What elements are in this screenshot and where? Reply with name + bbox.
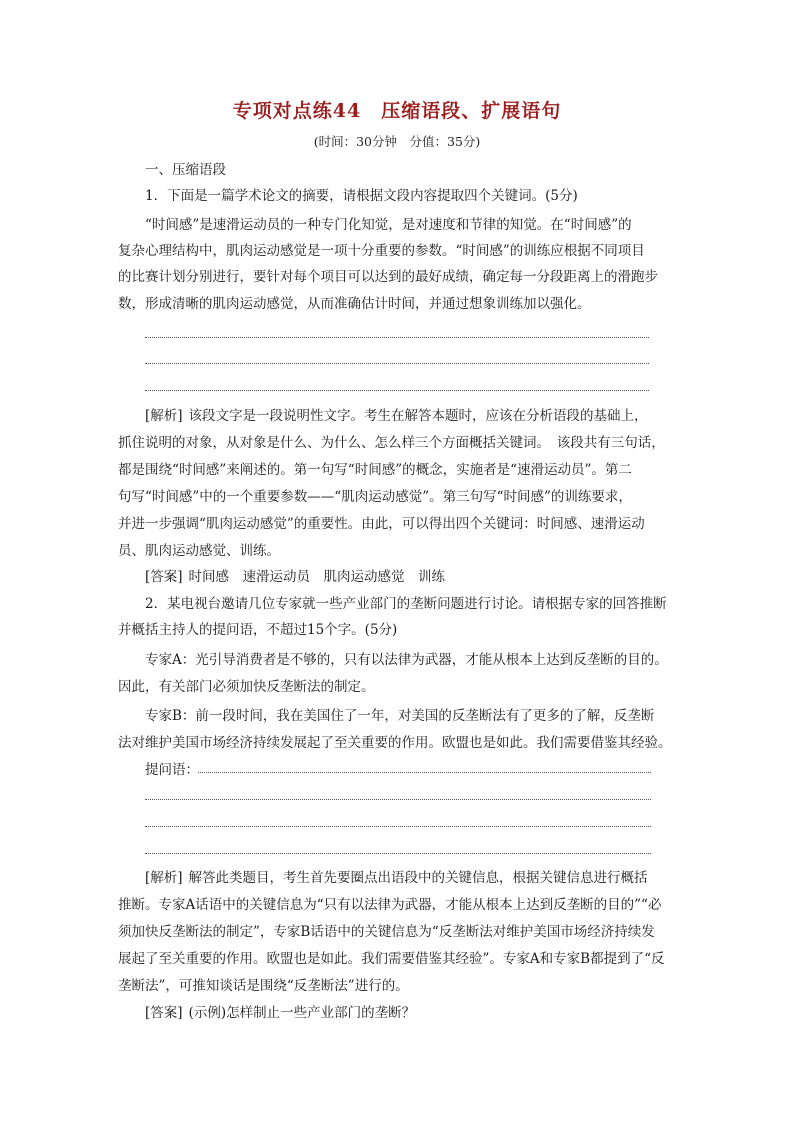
answer-tag: [答案] [145,1005,183,1021]
answer-blank-line[interactable] [198,772,651,773]
analysis-tag: [解析] [145,408,183,424]
q1-analysis-line: 抓住说明的对象，从对象是什么、为什么、怎么样三个方面概括关键词。 该段共有三句话， [118,435,665,451]
answer-tag: [答案] [145,569,183,585]
q1-prompt: 1．下面是一篇学术论文的摘要，请根据文段内容提取四个关键词。(5分) [145,188,578,204]
q2-answer-line [145,1003,415,1023]
q2-analysis-line: 推断。专家A话语中的关键信息为“只有以法律为武器，才能从根本上达到反垄断的目的”“必 [118,897,662,913]
q1-passage-line: “时间感”是速滑运动员的一种专门化知觉，是对速度和节律的知觉。在“时间感”的 [145,217,632,233]
q1-analysis-line: 并进一步强调“肌肉运动感觉”的重要性。由此，可以得出四个关键词：时间感、速滑运动 [118,516,645,532]
q1-answer-line [145,567,445,587]
q2-expert-a-line: 专家A：光引导消费者是不够的，只有以法律为武器，才能从根本上达到反垄断的目的。 [145,652,668,668]
answer-blank-line[interactable] [145,363,649,364]
q1-passage-line: 数，形成清晰的肌肉运动感觉，从而准确估计时间，并通过想象训练加以强化。 [118,296,591,312]
q2-prompt-line: 并概括主持人的提问语，不超过15个字。(5分) [118,622,398,638]
q1-passage-line: 的比赛计划分别进行，要针对每个项目可以达到的最好成绩，确定每一分段距离上的滑跑步 [118,269,658,285]
q1-analysis-text: 该段文字是一段说明性文字。考生在解答本题时，应该在分析语段的基础上， [188,408,648,424]
section-heading: 一、压缩语段 [145,162,226,178]
analysis-tag: [解析] [145,870,183,886]
q2-analysis-line: 垄断法”，可推知谈话是围绕“反垄断法”进行的。 [118,978,409,994]
answer-blank-line[interactable] [145,826,651,827]
answer-blank-line[interactable] [145,337,649,338]
q1-analysis-line: 员、肌肉运动感觉、训练。 [118,543,280,559]
q2-analysis-line: 展起了至关重要的作用。欧盟也是如此。我们需要借鉴其经验”。专家A和专家B都提到了“反 [118,951,665,967]
page-subtitle: (时间：30分钟 分值：35分) [313,134,481,149]
question-label: 提问语： [145,762,199,778]
q1-analysis-line: 句写“时间感”中的一个重要参数——“肌肉运动感觉”。第三句写“时间感”的训练要求， [118,489,632,505]
q2-answer-text: (示例)怎样制止一些产业部门的垄断？ [188,1005,416,1021]
q1-analysis-line [145,406,648,426]
q2-expert-a-line: 因此，有关部门必须加快反垄断法的制定。 [118,679,375,695]
q1-analysis-line: 都是围绕“时间感”来阐述的。第一句写“时间感”的概念，实施者是“速滑运动员”。第二 [118,462,632,478]
q1-answer-text: 时间感 速滑运动员 肌肉运动感觉 训练 [188,569,446,585]
q2-expert-b-line: 法对维护美国市场经济持续发展起了至关重要的作用。欧盟也是如此。我们需要借鉴其经验。 [118,735,672,751]
answer-blank-line[interactable] [145,390,649,391]
q2-analysis-text: 解答此类题目，考生首先要圈点出语段中的关键信息，根据关键信息进行概括 [188,870,648,886]
q2-expert-b-line: 专家B：前一段时间，我在美国住了一年，对美国的反垄断法有了更多的了解，反垄断 [145,708,655,724]
q1-passage-line: 复杂心理结构中，肌肉运动感觉是一项十分重要的参数。“时间感”的训练应根据不同项目 [118,243,645,259]
answer-blank-line[interactable] [145,853,651,854]
q2-prompt-line: 2．某电视台邀请几位专家就一些产业部门的垄断问题进行讨论。请根据专家的回答推断 [145,596,667,612]
q2-analysis-line: 须加快反垄断法的制定”，专家B话语中的关键信息为“反垄断法对维护美国市场经济持续发 [118,924,655,940]
q2-analysis-line [145,868,648,888]
page-title: 专项对点练44 压缩语段、扩展语句 [232,100,562,122]
answer-blank-line[interactable] [145,799,651,800]
